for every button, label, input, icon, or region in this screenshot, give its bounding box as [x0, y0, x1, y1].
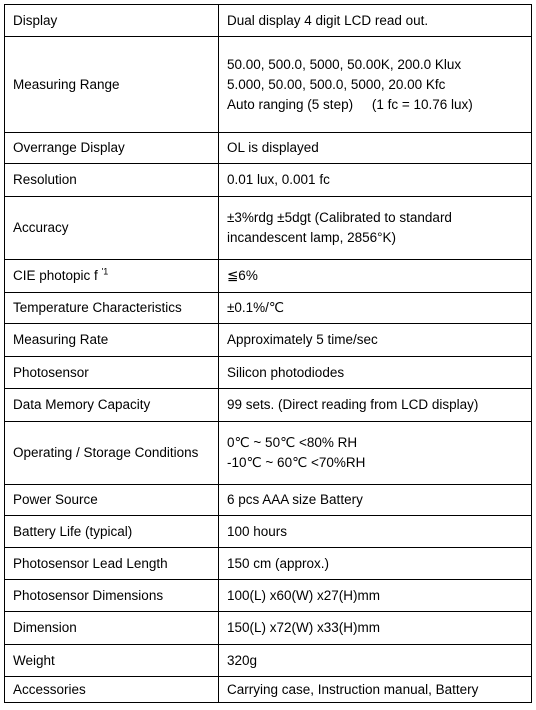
spec-label: Photosensor [5, 357, 219, 389]
spec-value: 0.01 lux, 0.001 fc [219, 164, 532, 197]
spec-label: Overrange Display [5, 133, 219, 164]
table-row [5, 548, 532, 580]
spec-value: 0℃ ~ 50℃ <80% RH -10℃ ~ 60℃ <70%RH [219, 422, 532, 485]
table-row [5, 133, 532, 164]
table-row [5, 389, 532, 422]
spec-value: ±0.1%/℃ [219, 293, 532, 324]
spec-label: Photosensor Lead Length [5, 548, 219, 580]
table-row [5, 612, 532, 645]
spec-value: 50.00, 500.0, 5000, 50.00K, 200.0 Klux 5.000, 50.00, 500.0, 5000, 20.00 Kfc Auto ranging (5 step) (1 fc = 10.76 lux) [219, 37, 532, 133]
spec-value: 100 hours [219, 516, 532, 548]
spec-label: Battery Life (typical) [5, 516, 219, 548]
spec-label: Accuracy [5, 197, 219, 260]
table-row [5, 293, 532, 324]
spec-label: Accessories [5, 677, 219, 703]
spec-label: Temperature Characteristics [5, 293, 219, 324]
spec-value: 150(L) x72(W) x33(H)mm [219, 612, 532, 645]
table-row [5, 164, 532, 197]
table-row [5, 645, 532, 677]
spec-label: Display [5, 5, 219, 37]
table-row [5, 260, 532, 293]
spec-value: 100(L) x60(W) x27(H)mm [219, 580, 532, 612]
spec-value: 99 sets. (Direct reading from LCD display) [219, 389, 532, 422]
footnote-marker: '1 [101, 266, 109, 277]
table-row [5, 5, 532, 37]
table-row [5, 580, 532, 612]
table-row [5, 485, 532, 516]
spec-label: Measuring Rate [5, 324, 219, 357]
table-row [5, 197, 532, 260]
spec-value: Carrying case, Instruction manual, Battery [219, 677, 532, 703]
table-row [5, 422, 532, 485]
table-row [5, 516, 532, 548]
spec-value: 6 pcs AAA size Battery [219, 485, 532, 516]
spec-label-text: CIE photopic f [13, 268, 98, 283]
spec-label: Data Memory Capacity [5, 389, 219, 422]
spec-label: Operating / Storage Conditions [5, 422, 219, 485]
spec-label [5, 260, 219, 293]
spec-label: Dimension [5, 612, 219, 645]
spec-value: Silicon photodiodes [219, 357, 532, 389]
spec-value: ≦6% [219, 260, 532, 293]
spec-label: Measuring Range [5, 37, 219, 133]
table-row [5, 677, 532, 703]
spec-label: Power Source [5, 485, 219, 516]
spec-label: Resolution [5, 164, 219, 197]
table-row [5, 324, 532, 357]
table-row [5, 357, 532, 389]
spec-value: 320g [219, 645, 532, 677]
table-row [5, 37, 532, 133]
spec-value: ±3%rdg ±5dgt (Calibrated to standard incandescent lamp, 2856°K) [219, 197, 532, 260]
spec-label: Photosensor Dimensions [5, 580, 219, 612]
spec-value: Dual display 4 digit LCD read out. [219, 5, 532, 37]
spec-label: Weight [5, 645, 219, 677]
spec-table [4, 4, 532, 703]
spec-value: 150 cm (approx.) [219, 548, 532, 580]
spec-value: OL is displayed [219, 133, 532, 164]
spec-value: Approximately 5 time/sec [219, 324, 532, 357]
